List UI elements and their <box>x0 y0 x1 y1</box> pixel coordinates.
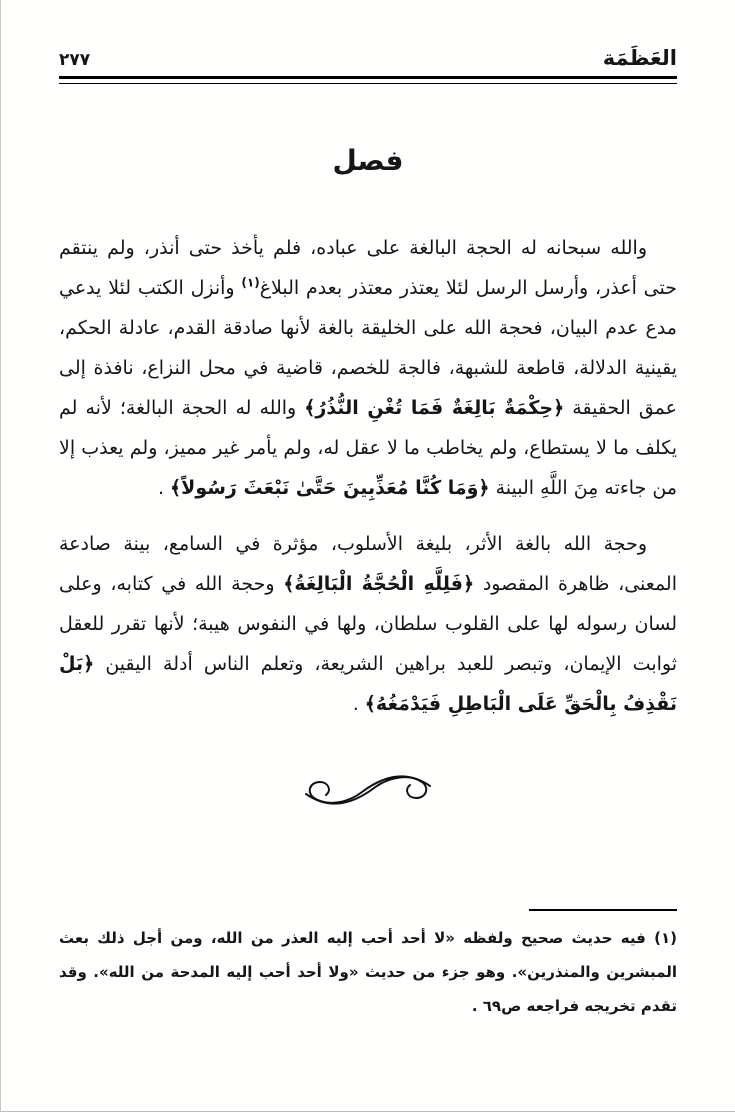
page-number: ٢٧٧ <box>59 50 91 70</box>
body-text: . <box>352 692 365 715</box>
quran-verse: ﴿حِكْمَةٌ بَالِغَةٌ فَمَا تُغْنِ النُّذُرُ﴾ <box>304 396 565 419</box>
body-text: . <box>157 476 171 499</box>
footnote-text: (١) فيه حديث صحيح ولفظه «لا أحد أحب إليه العذر من الله، ومن أجل ذلك بعث المبشرين والمنذرين». وهو جزء من حديث «ولا أحد أحب إليه المدحة من الله». وقد تقدم تخريجه فراجعه ص٦٩ . <box>59 929 677 1015</box>
book-title: العَظَمَة <box>602 46 677 70</box>
quran-verse: ﴿فَلِلَّهِ الْحُجَّةُ الْبَالِغَةُ﴾ <box>283 572 475 595</box>
quran-verse: ﴿وَمَا كُنَّا مُعَذِّبِينَ حَتَّىٰ نَبْعَثَ رَسُولاً﴾ <box>170 476 490 499</box>
paragraph-1 <box>59 228 677 508</box>
calligraphic-flourish-icon <box>298 768 438 812</box>
page-header <box>59 0 677 70</box>
section-title: فصل <box>332 144 404 177</box>
body-text: والله سبحانه له الحجة البالغة على عباده، فلم يأخذ حتى أنذر، ولم ينتقم حتى أعذر، وأرسل الرسل لئلا يعتذر معتذر بعدم البلاغ <box>59 236 677 299</box>
body-text: وحجة الله بالغة الأثر، بليغة الأسلوب، مؤثرة في السامع، بينة صادعة المعنى، ظاهرة المقصود <box>59 532 677 595</box>
header-double-rule <box>59 76 677 84</box>
body-text: وأنزل الكتب لئلا يدعي مدع عدم البيان، فحجة الله على الخليقة بالغة لأنها صادقة القدم، عادلة الحكم، يقينية الدلالة، قاطعة للشبهة، فالجة للخصم، قاضية في محل النزاع، نافذة إلى عمق الحقيقة <box>59 276 677 419</box>
footnote-area <box>59 909 677 1111</box>
quran-verse: ﴿بَلْ نَقْذِفُ بِالْحَقِّ عَلَى الْبَاطِلِ فَيَدْمَغُهُ﴾ <box>59 652 677 715</box>
footnote-separator <box>529 909 677 911</box>
ornament-divider <box>59 768 677 816</box>
paragraph-2 <box>59 524 677 724</box>
body-text: وحجة الله في كتابه، وعلى لسان رسوله لها على القلوب سلطان، ولها في النفوس هيبة؛ لأنها تقرر للعقل ثوابت الإيمان، وتبصر للعبد براهين الشريعة، وتعلم الناس أدلة اليقين <box>59 572 677 675</box>
footnote-marker: (١) <box>241 275 260 290</box>
body-text: والله له الحجة البالغة؛ لأنه لم يكلف ما لا يستطاع، ولم يخاطب ما لا عقل له، ولم يأمر غير مميز، ولم يعذب إلا من جاءته مِنَ اللَّهِ البينة <box>59 396 677 499</box>
